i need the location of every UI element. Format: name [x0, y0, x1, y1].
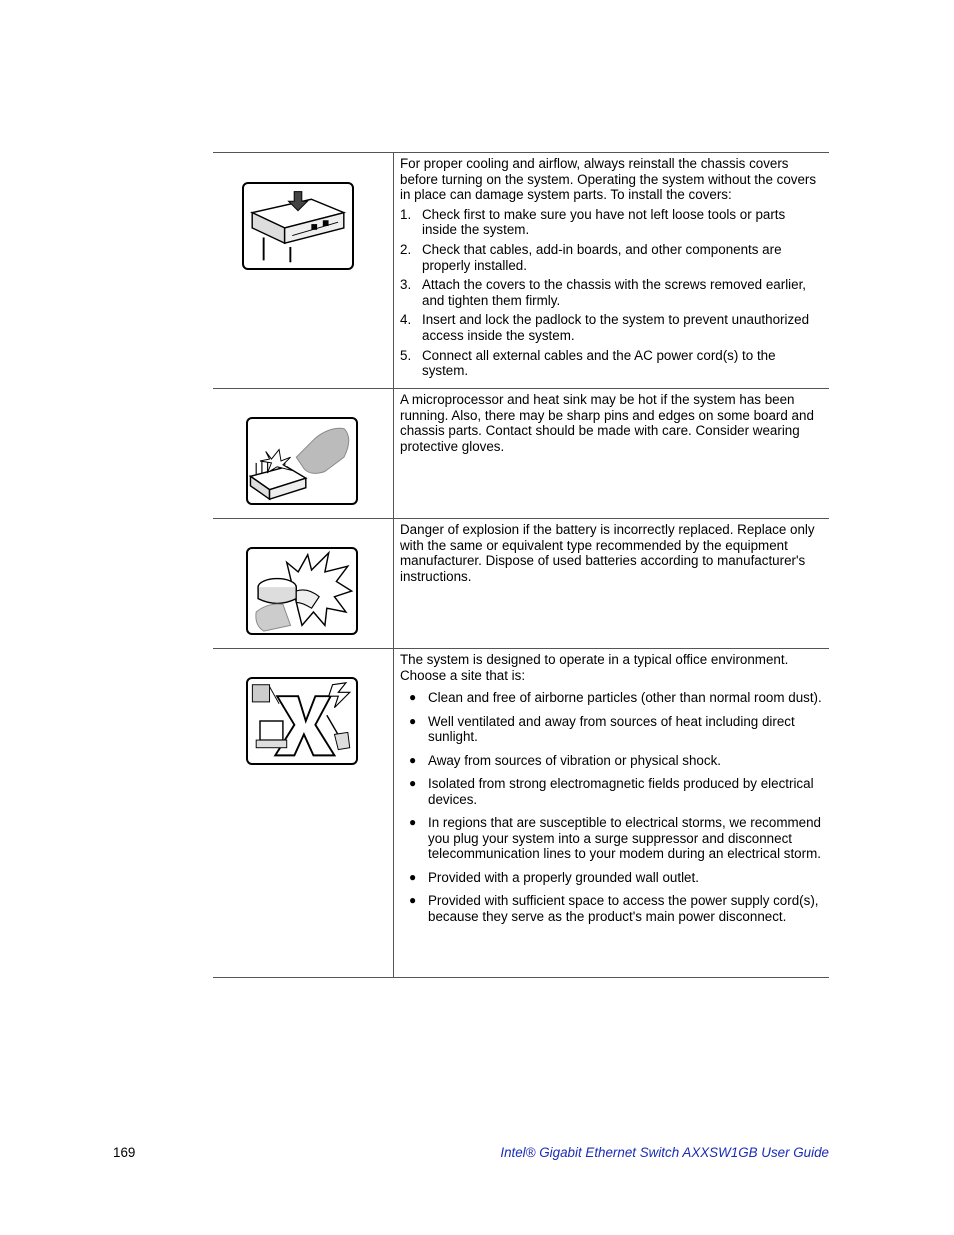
list-item	[400, 870, 823, 886]
safety-warning-table	[213, 152, 829, 978]
list-item	[400, 312, 823, 343]
list-item	[400, 753, 823, 769]
bullet-icon: ●	[409, 690, 417, 705]
bullet-icon: ●	[409, 814, 417, 829]
step-text: Attach the covers to the chassis with the screws removed earlier, and tighten them firmly.	[422, 277, 807, 308]
site-environment-icon	[246, 677, 358, 765]
bullet-text: Provided with sufficient space to access the power supply cord(s), because they serve as the product's main power disconnect.	[428, 892, 819, 924]
warning-paragraph: Danger of explosion if the battery is incorrectly replaced. Replace only with the same or equivalent type recommended by the equipment manufacturer. Dispose of used batteries according to manufacturer's instructions.	[400, 522, 815, 584]
step-number: 5.	[400, 347, 412, 363]
icon-cell	[213, 389, 394, 518]
warning-paragraph: For proper cooling and airflow, always reinstall the chassis covers before turning on the system. Operating the system without the covers in place can damage system parts. To install the covers:	[400, 156, 817, 203]
chassis-cover-icon	[242, 182, 354, 270]
document-title: Intel® Gigabit Ethernet Switch AXXSW1GB User Guide	[500, 1145, 829, 1160]
bullet-text: Away from sources of vibration or physical shock.	[428, 752, 721, 768]
warning-row-chassis-covers	[213, 153, 829, 389]
list-item	[400, 815, 823, 862]
step-number: 2.	[400, 241, 412, 257]
list-item	[400, 242, 823, 273]
page-number: 169	[113, 1145, 136, 1160]
step-number: 1.	[400, 206, 412, 222]
step-number: 4.	[400, 312, 412, 328]
hot-heatsink-icon	[246, 417, 358, 505]
bullet-text: Clean and free of airborne particles (other than normal room dust).	[428, 690, 822, 706]
warning-text-cell	[394, 649, 829, 977]
step-text: Check first to make sure you have not left loose tools or parts inside the system.	[422, 206, 786, 238]
warning-text-cell	[394, 519, 829, 648]
step-text: Check that cables, add-in boards, and other components are properly installed.	[422, 241, 782, 273]
warning-paragraph: A microprocessor and heat sink may be hot if the system has been running. Also, there may be sharp pins and edges on some board and chassis parts. Contact should be made with care. Consider wearing protective gloves.	[400, 392, 814, 454]
list-item	[400, 893, 823, 924]
step-text: Connect all external cables and the AC power cord(s) to the system.	[422, 347, 776, 379]
step-number: 3.	[400, 277, 412, 293]
site-requirements-list	[400, 690, 823, 924]
warning-text-cell	[394, 153, 829, 388]
bullet-icon: ●	[409, 892, 417, 907]
bullet-icon: ●	[409, 713, 417, 728]
bullet-icon: ●	[409, 869, 417, 884]
step-text: Insert and lock the padlock to the system to prevent unauthorized access inside the system.	[422, 312, 810, 343]
list-item	[400, 714, 823, 745]
list-item	[400, 277, 823, 308]
warning-paragraph: The system is designed to operate in a typical office environment. Choose a site that is:	[400, 652, 789, 683]
warning-text-cell	[394, 389, 829, 518]
bullet-text: Isolated from strong electromagnetic fields produced by electrical devices.	[428, 775, 814, 807]
icon-cell	[213, 519, 394, 648]
list-item	[400, 690, 823, 706]
bullet-icon: ●	[409, 752, 417, 767]
bullet-text: In regions that are susceptible to electrical storms, we recommend you plug your system into a surge suppressor and disconnect telecommunication lines to your modem during an electrical storm.	[428, 814, 821, 862]
battery-explosion-icon	[246, 547, 358, 635]
list-item	[400, 776, 823, 807]
list-item	[400, 207, 823, 238]
list-item	[400, 348, 823, 379]
install-steps-list	[400, 207, 823, 379]
warning-row-battery	[213, 519, 829, 649]
warning-row-site-selection	[213, 649, 829, 978]
bullet-text: Well ventilated and away from sources of heat including direct sunlight.	[428, 713, 795, 745]
bullet-text: Provided with a properly grounded wall outlet.	[428, 869, 699, 885]
warning-row-hot-components	[213, 389, 829, 519]
icon-cell	[213, 153, 394, 388]
bullet-icon: ●	[409, 775, 417, 790]
icon-cell	[213, 649, 394, 977]
